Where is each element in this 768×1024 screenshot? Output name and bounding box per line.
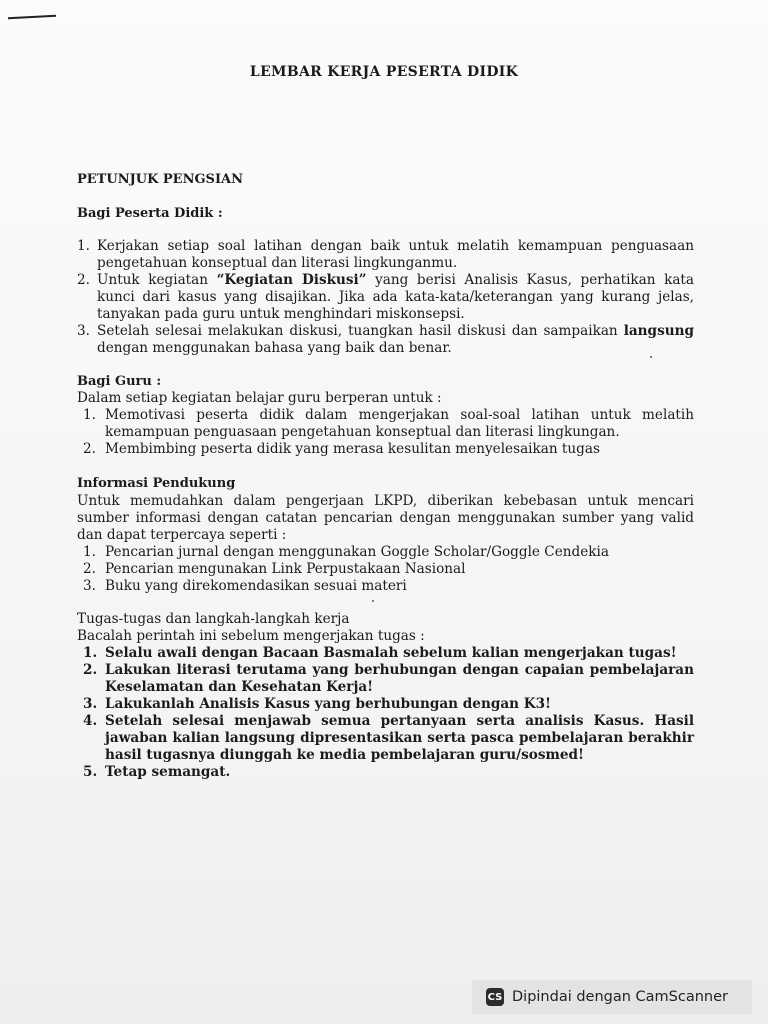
guru-heading: Bagi Guru : [77, 374, 162, 389]
guru-block [77, 390, 694, 458]
list-item: 2. Untuk kegiatan “Kegiatan Diskusi” yang berisi Analisis Kasus, perhatikan kata kunci dari kasus yang disajikan. Jika ada kata-kata/keterangan yang kurang jelas, tanyakan pada guru untuk menghindari miskonsepsi. [77, 272, 694, 322]
informasi-block [77, 493, 694, 595]
guru-list [77, 407, 694, 458]
petunjuk-heading: PETUNJUK PENGSIAN [77, 172, 243, 187]
list-item: 2. Pencarian mengunakan Link Perpustakaan Nasional [83, 561, 466, 577]
watermark-text: Dipindai dengan CamScanner [512, 989, 729, 1005]
list-item: 3. Lakukanlah Analisis Kasus yang berhubungan dengan K3! [83, 696, 551, 712]
informasi-heading: Informasi Pendukung [77, 476, 236, 491]
list-item: 3. Buku yang direkomendasikan sesuai materi [83, 578, 407, 594]
list-item: 3. Setelah selesai melakukan diskusi, tuangkan hasil diskusi dan sampaikan langsung dengan menggunakan bahasa yang baik dan benar. [77, 323, 694, 356]
peserta-list [77, 238, 694, 357]
scan-pen-mark [8, 15, 56, 20]
camscanner-watermark [472, 980, 752, 1014]
guru-intro: Dalam setiap kegiatan belajar guru berperan untuk : [77, 390, 442, 406]
scan-speck [372, 600, 374, 602]
tugas-intro: Bacalah perintah ini sebelum mengerjakan tugas : [77, 628, 425, 644]
list-item: 1. Kerjakan setiap soal latihan dengan baik untuk melatih kemampuan penguasaan pengetahuan konseptual dan literasi lingkunganmu. [77, 238, 694, 271]
tugas-block [77, 611, 694, 781]
document-title: LEMBAR KERJA PESERTA DIDIK [249, 64, 519, 80]
tugas-heading: Tugas-tugas dan langkah-langkah kerja [77, 611, 350, 627]
peserta-list-block [77, 238, 694, 357]
emphasis-kegiatan-diskusi: “Kegiatan Diskusi” [216, 272, 367, 288]
list-item: 2. Lakukan literasi terutama yang berhubungan dengan capaian pembelajaran Keselamatan dan Kesehatan Kerja! [83, 662, 694, 695]
tugas-list [77, 645, 694, 781]
list-item: 1. Selalu awali dengan Bacaan Basmalah sebelum kalian mengerjakan tugas! [83, 645, 677, 661]
informasi-list [77, 544, 694, 595]
list-item: 5. Tetap semangat. [83, 764, 231, 780]
emphasis-langsung: langsung [623, 323, 694, 339]
list-item: 4. Setelah selesai menjawab semua pertanyaan serta analisis Kasus. Hasil jawaban kalian langsung dipresentasikan serta pasca pembelajaran berakhir hasil tugasnya diunggah ke media pembelajaran guru/sosmed! [83, 713, 694, 763]
camscanner-logo-icon: CS [486, 988, 504, 1006]
list-item: 1. Memotivasi peserta didik dalam mengerjakan soal-soal latihan untuk melatih kemampuan penguasaan pengetahuan konseptual dan literasi lingkungan. [83, 407, 694, 440]
list-item: 2. Membimbing peserta didik yang merasa kesulitan menyelesaikan tugas [83, 441, 600, 457]
list-item: 1. Pencarian jurnal dengan menggunakan Goggle Scholar/Goggle Cendekia [83, 544, 609, 560]
peserta-heading: Bagi Peserta Didik : [77, 206, 223, 221]
informasi-intro: Untuk memudahkan dalam pengerjaan LKPD, diberikan kebebasan untuk mencari sumber informasi dengan catatan pencarian dengan menggunakan sumber yang valid dan dapat terpercaya seperti : [77, 493, 694, 543]
